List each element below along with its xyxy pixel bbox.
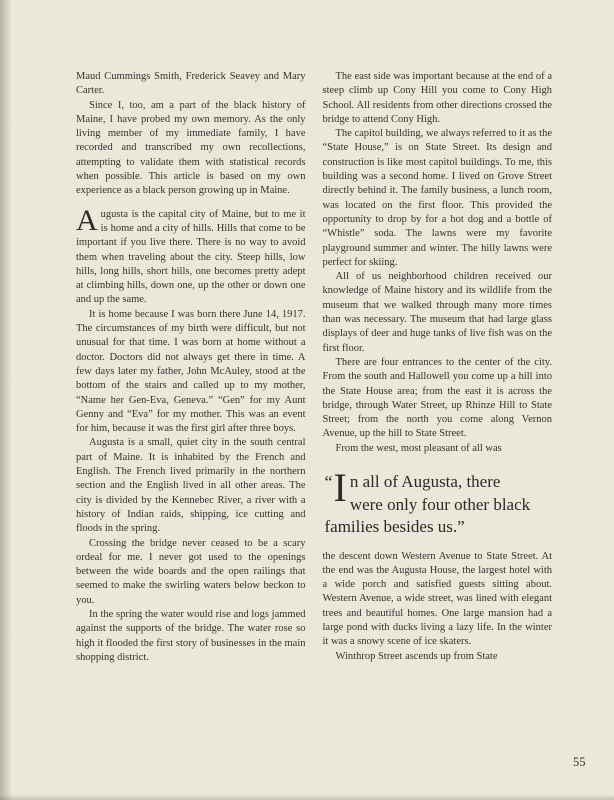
page-edge-shadow-bottom bbox=[0, 794, 614, 800]
paragraph: All of us neighborhood children received our knowledge of Maine history and its wildlife from the museum that we walked through many more times than was necessary. The museum that had large glass displays of deer and huge tanks of live fish was on the first floor. bbox=[322, 271, 552, 354]
paragraph: It is home because I was born there June 14, 1917. The circumstances of my birth were difficult, but not unusual for that time. I was born at home without a doctor. Doctors did not always get there in time. A few days later my father, John McAuley, stood at the bottom of the stairs and called up to my mother, “Name her Gen-Eva, Geneva.” “Gen” for my Aunt Genny and “Eva” for my mother. This was an event for him, because it was the first girl after three boys. bbox=[76, 308, 306, 435]
text-content bbox=[76, 70, 552, 665]
right-column bbox=[323, 70, 553, 665]
pull-quote-drop-cap bbox=[324, 465, 350, 511]
pull-quote bbox=[324, 465, 531, 539]
paragraph: Augusta is a small, quiet city in the south central part of Maine. It is inhabited by the French and English. The French lived primarily in the northern section and the English lived in all other areas. The city is divided by the Kennebec River, a river with a history of Indian raids, shipping, ice cutting and floods in the spring. bbox=[76, 437, 306, 535]
pull-quote-drop-cap-letter: I bbox=[333, 465, 347, 511]
open-quote-mark: “ bbox=[324, 472, 334, 493]
paragraph: Maud Cummings Smith, Frederick Seavey and Mary Carter. bbox=[76, 71, 306, 97]
paragraph: There are four entrances to the center of the city. From the south and Hallowell you come up a hill into the State House area; from the east it is across the bridge, through Water Street, up Rhinze Hill to State Street; from the north you come along Vernon Avenue, up the hill to State Street. bbox=[322, 356, 552, 440]
paragraph: The east side was important because at the end of a steep climb up Cony Hill you come to Cony High School. All residents from other directions crossed the bridge to attend Cony High. bbox=[322, 71, 552, 125]
paragraph: In the spring the water would rise and logs jammed against the supports of the bridge. The water rose so high it flooded the first story of businesses in the main shopping district. bbox=[76, 608, 306, 663]
paragraph: From the west, most pleasant of all was bbox=[335, 442, 502, 454]
paragraph: Since I, too, am a part of the black history of Maine, I have probed my own memory. As the only living member of my immediate family, I have recorded and transcribed my own recollections, attempting to validate them with statistical records when possible. This article is based on my own experience as a black person growing up in Maine. bbox=[76, 99, 306, 197]
paragraph: the descent down Western Avenue to State Street. At the end was the Augusta House, the largest hotel with a wide porch and satisfied guests sitting about. Western Avenue, a wide street, was lined with elegant trees and beautiful homes. One large mansion had a large pond with ducks living a lazy life. In the winter it was a snowy scene of ice skaters. bbox=[322, 550, 552, 648]
drop-cap-letter: A bbox=[76, 203, 98, 237]
page-edge-shadow-left bbox=[0, 0, 12, 800]
paragraph-text: ugusta is the capital city of Maine, but to me it is home and a city of hills. Hills that come to be important if you live there. There is no way to avoid them when traveling about the city. Steep hills, low hills, long hills, short hills, one becomes pretty adept at climbing hills, down one, up the other or down one and up the same. bbox=[76, 208, 306, 306]
paragraph: Crossing the bridge never ceased to be a scary ordeal for me. I never got used to the openings between the wide boards and the open railings that seemed to make the swirling waters below beckon to you. bbox=[76, 537, 306, 606]
paragraph-with-dropcap bbox=[76, 203, 306, 308]
paragraph: The capitol building, we always referred to it as the “State House,” is on State Street. Its design and construction is like most capitol buildings. To me, this building was a second home. I lived on Grove Street directly behind it. The family business, a lunch room, was located on the first floor. This provided the opportunity to drop by for a hot dog and a bottle of “Whistle” soda. The lawns were my favorite playground summer and winter. The hilly lawns were perfect for skiing. bbox=[322, 128, 552, 268]
left-column bbox=[76, 70, 306, 665]
pull-quote-text: n all of Augusta, there were only four other black families besides us.” bbox=[324, 472, 531, 537]
page-number: 55 bbox=[573, 755, 586, 769]
paragraph: Winthrop Street ascends up from State bbox=[335, 650, 498, 662]
